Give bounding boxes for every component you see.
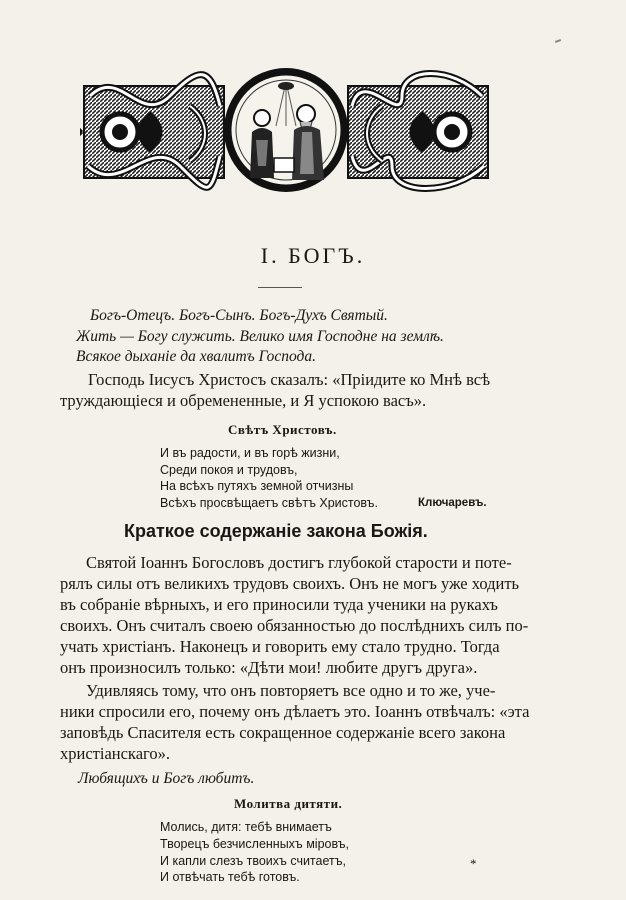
epigraph-line: Всякое дыханіе да хвалитъ Господа. xyxy=(76,348,316,365)
quote-line: труждающіеся и обремененные, и Я успокою васъ». xyxy=(60,391,427,410)
poem-line: На всѣхъ путяхъ земной отчизны xyxy=(160,479,354,493)
paragraph-line: Удивляясь тому, что онъ повторяетъ все одно и то же, уче- xyxy=(86,681,496,700)
poem-line: И капли слезъ твоихъ считаетъ, xyxy=(160,854,347,868)
footer-asterisk: * xyxy=(470,856,477,871)
right-interlace-ornament xyxy=(348,74,488,189)
epigraph-line: Жить — Богу служить. Велико имя Господне на землѣ. xyxy=(76,328,444,345)
chapter-title: I. БОГЪ. xyxy=(260,243,366,268)
paragraph-line: рялъ силы отъ великихъ трудовъ своихъ. Онъ не могъ уже ходить xyxy=(60,574,520,593)
epigraph-line: Богъ-Отецъ. Богъ-Сынъ. Богъ-Духъ Святый. xyxy=(90,307,388,324)
paragraph-line: своихъ. Онъ считалъ своею обязанностью до послѣднихъ силъ по- xyxy=(60,616,529,635)
section-title: Краткое содержаніе закона Божія. xyxy=(124,521,428,541)
paragraph-line: ники спросили его, почему онъ дѣлаетъ это. Іоаннъ отвѣчалъ: «эта xyxy=(60,702,530,721)
medallion-icon-saints xyxy=(224,68,348,192)
paragraph-line: въ собраніе вѣрныхъ, и его приносили туда ученики на рукахъ xyxy=(60,595,498,614)
left-interlace-ornament xyxy=(80,75,224,188)
poem-line: Среди покоя и трудовъ, xyxy=(160,463,298,477)
poem-title: Молитва дитяти. xyxy=(234,796,343,811)
paragraph-line: христіанскаго». xyxy=(60,744,170,763)
poem-line: И отвѣчать тебѣ готовъ. xyxy=(160,870,300,884)
proverb: Любящихъ и Богъ любитъ. xyxy=(78,770,255,787)
paragraph-line: заповѣдь Спасителя есть сокращенное содержаніе всего закона xyxy=(60,723,506,742)
paragraph-line: учать христіанъ. Наконецъ и говорить ему стало трудно. Тогда xyxy=(60,637,500,656)
poem-line: И въ радости, и въ горѣ жизни, xyxy=(160,446,340,460)
quote-line: Господь Іисусъ Христосъ сказалъ: «Пріидите ко Мнѣ всѣ xyxy=(88,370,491,389)
poem-author: Ключаревъ. xyxy=(418,497,487,509)
poem-line: Всѣхъ просвѣщаетъ свѣтъ Христовъ. xyxy=(160,496,378,510)
poem-line: Творецъ безчисленныхъ міровъ, xyxy=(160,837,350,851)
poem-title: Свѣтъ Христовъ. xyxy=(228,422,337,437)
paragraph-line: Святой Іоаннъ Богословъ достигъ глубокой старости и поте- xyxy=(86,553,512,572)
poem-line: Молись, дитя: тебѣ внимаетъ xyxy=(160,820,332,834)
page-speck xyxy=(555,39,561,43)
title-divider xyxy=(258,287,302,288)
paragraph-line: онъ произносилъ только: «Дѣти мои! любите другъ друга». xyxy=(60,658,478,677)
ornamental-headpiece xyxy=(80,66,492,194)
